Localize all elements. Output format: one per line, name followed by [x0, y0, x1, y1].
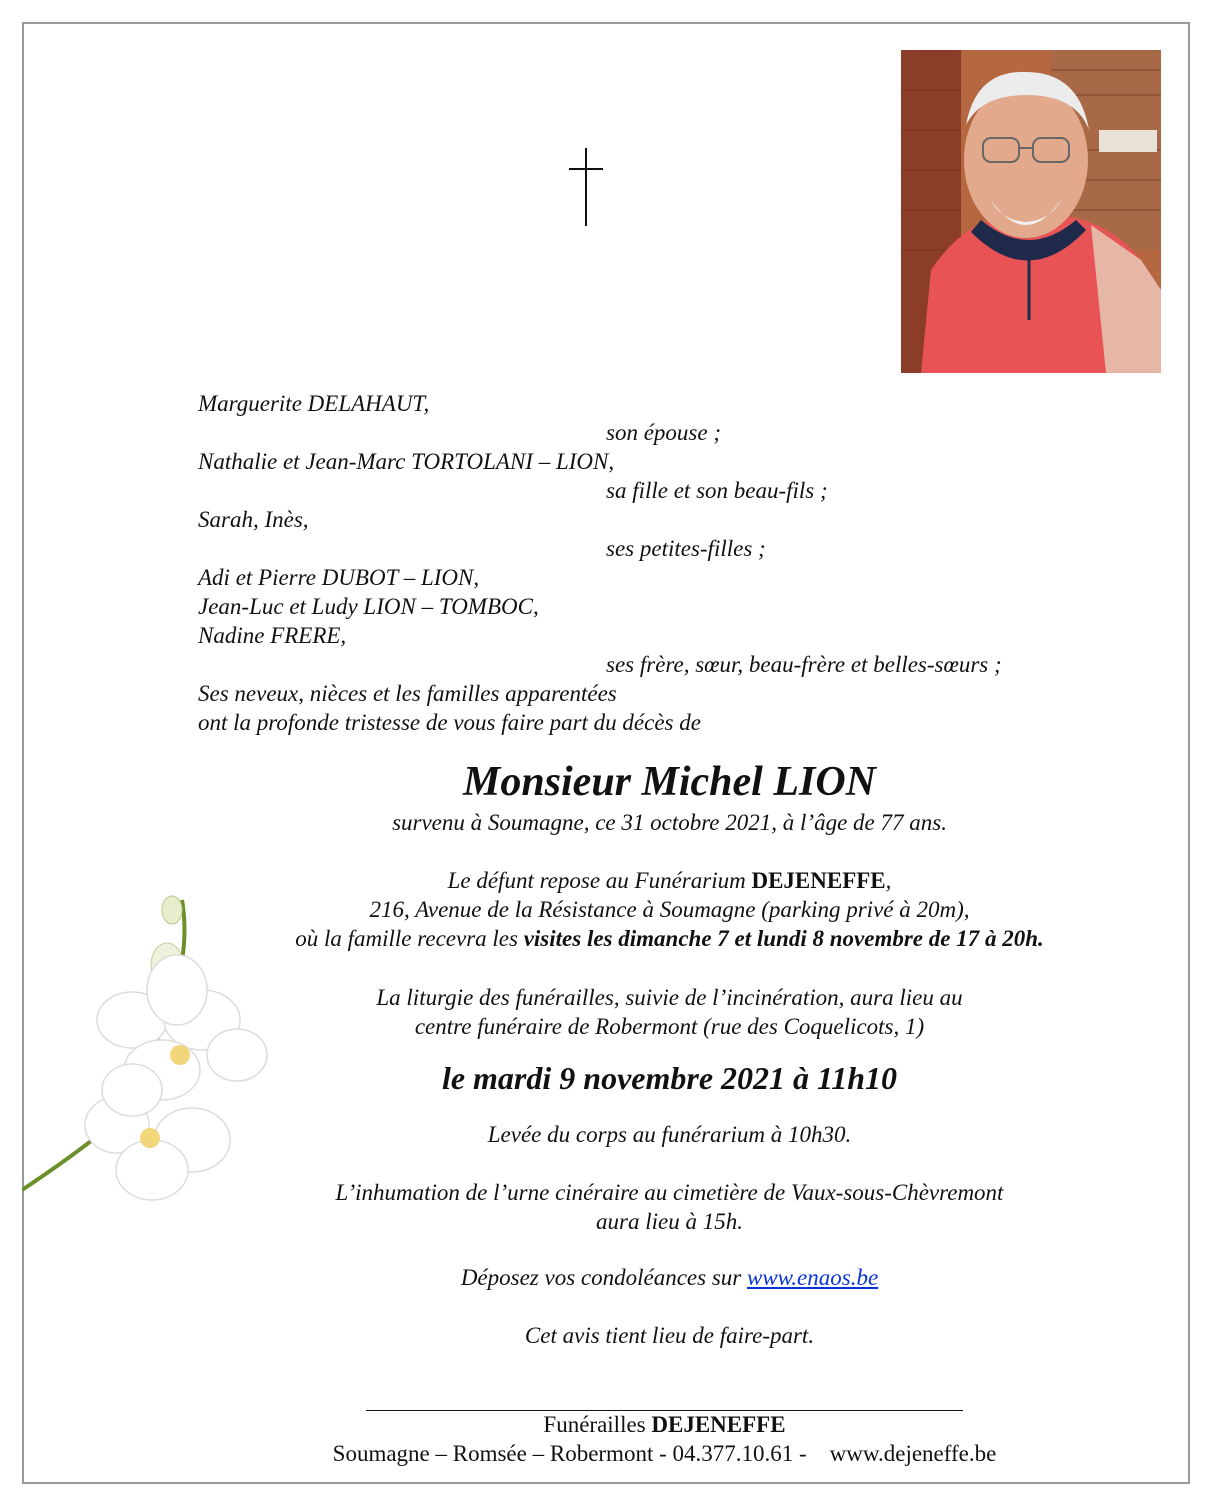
- condolences-line: [0, 1263, 1214, 1292]
- visits-prefix: où la famille recevra les: [295, 926, 524, 951]
- funerarium-visits: [0, 924, 1214, 953]
- funerarium-name: DEJENEFFE: [751, 868, 886, 893]
- levee-du-corps: Levée du corps au funérarium à 10h30.: [487, 1122, 852, 1147]
- footer-divider: [366, 1410, 963, 1411]
- funerarium-address: 216, Avenue de la Résistance à Soumagne (parking privé à 20m),: [369, 897, 970, 922]
- condolences-link[interactable]: www.enaos.be: [746, 1265, 879, 1290]
- footer-company: [0, 1412, 1214, 1438]
- family-member-1: Marguerite DELAHAUT,: [198, 391, 430, 416]
- ceremony-line-2: centre funéraire de Robermont (rue des Coquelicots, 1): [414, 1014, 925, 1039]
- family-closing-2: ont la profonde tristesse de vous faire part du décès de: [198, 710, 701, 735]
- family-closing-1: Ses neveux, nièces et les familles apparentées: [198, 681, 617, 706]
- family-member-6: Nadine FRERE,: [198, 623, 347, 648]
- deceased-name: Monsieur Michel LION: [462, 759, 877, 805]
- inhumation-line-2: aura lieu à 15h.: [596, 1209, 743, 1234]
- ceremony-line-1: La liturgie des funérailles, suivie de l’incinération, aura lieu au: [376, 985, 963, 1010]
- family-role-1: son épouse ;: [606, 420, 721, 445]
- footer-company-name: DEJENEFFE: [651, 1412, 786, 1437]
- funerarium-line-1-suffix: ,: [885, 868, 892, 893]
- funerarium-line-1-prefix: Le défunt repose au Funérarium: [447, 868, 752, 893]
- visits-schedule: visites les dimanche 7 et lundi 8 novembre de 17 à 20h.: [523, 926, 1044, 951]
- family-role-4: ses frère, sœur, beau-frère et belles-sœurs ;: [606, 652, 1002, 677]
- family-member-2: Nathalie et Jean-Marc TORTOLANI – LION,: [198, 449, 615, 474]
- family-role-3: ses petites-filles ;: [606, 536, 766, 561]
- notice-line: Cet avis tient lieu de faire-part.: [524, 1323, 815, 1348]
- cross-icon: [566, 148, 606, 226]
- family-member-5: Jean-Luc et Ludy LION – TOMBOC,: [198, 594, 539, 619]
- condolences-prefix: Déposez vos condoléances sur: [460, 1265, 747, 1290]
- footer-company-prefix: Funérailles: [543, 1412, 652, 1437]
- inhumation-line-1: L’inhumation de l’urne cinéraire au cimetière de Vaux-sous-Chèvremont: [335, 1180, 1004, 1205]
- family-member-3: Sarah, Inès,: [198, 507, 309, 532]
- family-member-4: Adi et Pierre DUBOT – LION,: [198, 565, 480, 590]
- portrait-photo: [901, 50, 1161, 373]
- funerarium-line-1: [0, 866, 1214, 895]
- footer-contact: Soumagne – Romsée – Robermont - 04.377.10.61 - www.dejeneffe.be: [332, 1441, 997, 1466]
- family-role-2: sa fille et son beau-fils ;: [606, 478, 828, 503]
- deceased-detail: survenu à Soumagne, ce 31 octobre 2021, à l’âge de 77 ans.: [392, 810, 947, 835]
- ceremony-date: le mardi 9 novembre 2021 à 11h10: [441, 1060, 898, 1096]
